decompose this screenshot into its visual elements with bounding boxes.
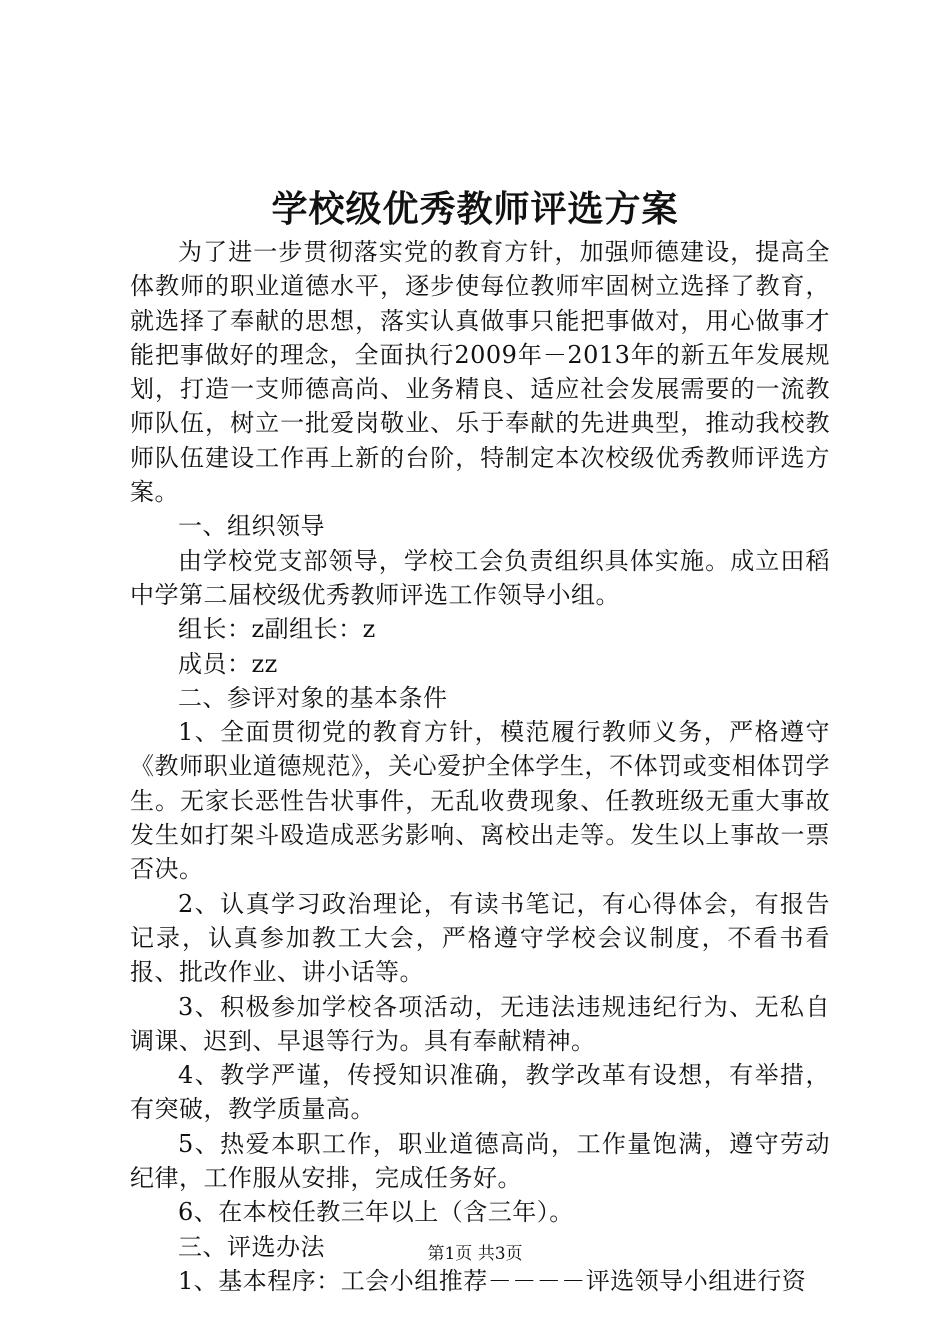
section-heading-organization: 一、组织领导 <box>178 512 325 541</box>
condition-item-1: 1、全面贯彻党的教育方针，模范履行教师义务，严格遵守《教师职业道德规范》，关心爱护全体学生，不体罚或变相体罚学生。无家长恶性告状事件，无乱收费现象、任教班级无重大事故发生如打架斗殴造成恶劣影响、离校出走等。发生以上事故一票否决。 <box>130 718 830 884</box>
leader-line: 组长：z副组长：z <box>178 615 376 644</box>
document-body <box>130 235 830 1298</box>
condition-item-3: 3、积极参加学校各项活动，无违法违规违纪行为、无私自调课、迟到、早退等行为。具有奉献精神。 <box>130 992 830 1055</box>
condition-item-6: 6、在本校任教三年以上（含三年）。 <box>178 1198 574 1227</box>
condition-item-4: 4、教学严谨，传授知识准确，教学改革有设想，有举措，有突破，教学质量高。 <box>130 1061 830 1124</box>
method-item-1: 1、基本程序：工会小组推荐－－－－评选领导小组进行资 <box>178 1266 807 1295</box>
section-heading-conditions: 二、参评对象的基本条件 <box>178 683 448 712</box>
condition-item-2: 2、认真学习政治理论，有读书笔记，有心得体会，有报告记录，认真参加教工大会，严格遵守学校会议制度，不看书看报、批改作业、讲小话等。 <box>130 889 830 987</box>
organization-paragraph: 由学校党支部领导，学校工会负责组织具体实施。成立田稻中学第二届校级优秀教师评选工作领导小组。 <box>130 546 830 609</box>
condition-item-5: 5、热爱本职工作，职业道德高尚，工作量饱满，遵守劳动纪律，工作服从安排，完成任务好。 <box>130 1129 830 1193</box>
members-line: 成员：zz <box>178 649 278 678</box>
page-number: 第1页 共3页 <box>427 1244 523 1264</box>
intro-paragraph: 为了进一步贯彻落实党的教育方针，加强师德建设，提高全体教师的职业道德水平，逐步使每位教师牢固树立选择了教育，就选择了奉献的思想，落实认真做事只能把事做对，用心做事才能把事做好的理念，全面执行2009年－2013年的新五年发展规划，打造一支师德高尚、业务精良、适应社会发展需要的一流教师队伍，树立一批爱岗敬业、乐于奉献的先进典型，推动我校教师队伍建设工作再上新的台阶，特制定本次校级优秀教师评选方案。 <box>130 238 830 507</box>
document-title: 学校级优秀教师评选方案 <box>271 188 679 230</box>
section-heading-method: 三、评选办法 <box>178 1232 325 1261</box>
